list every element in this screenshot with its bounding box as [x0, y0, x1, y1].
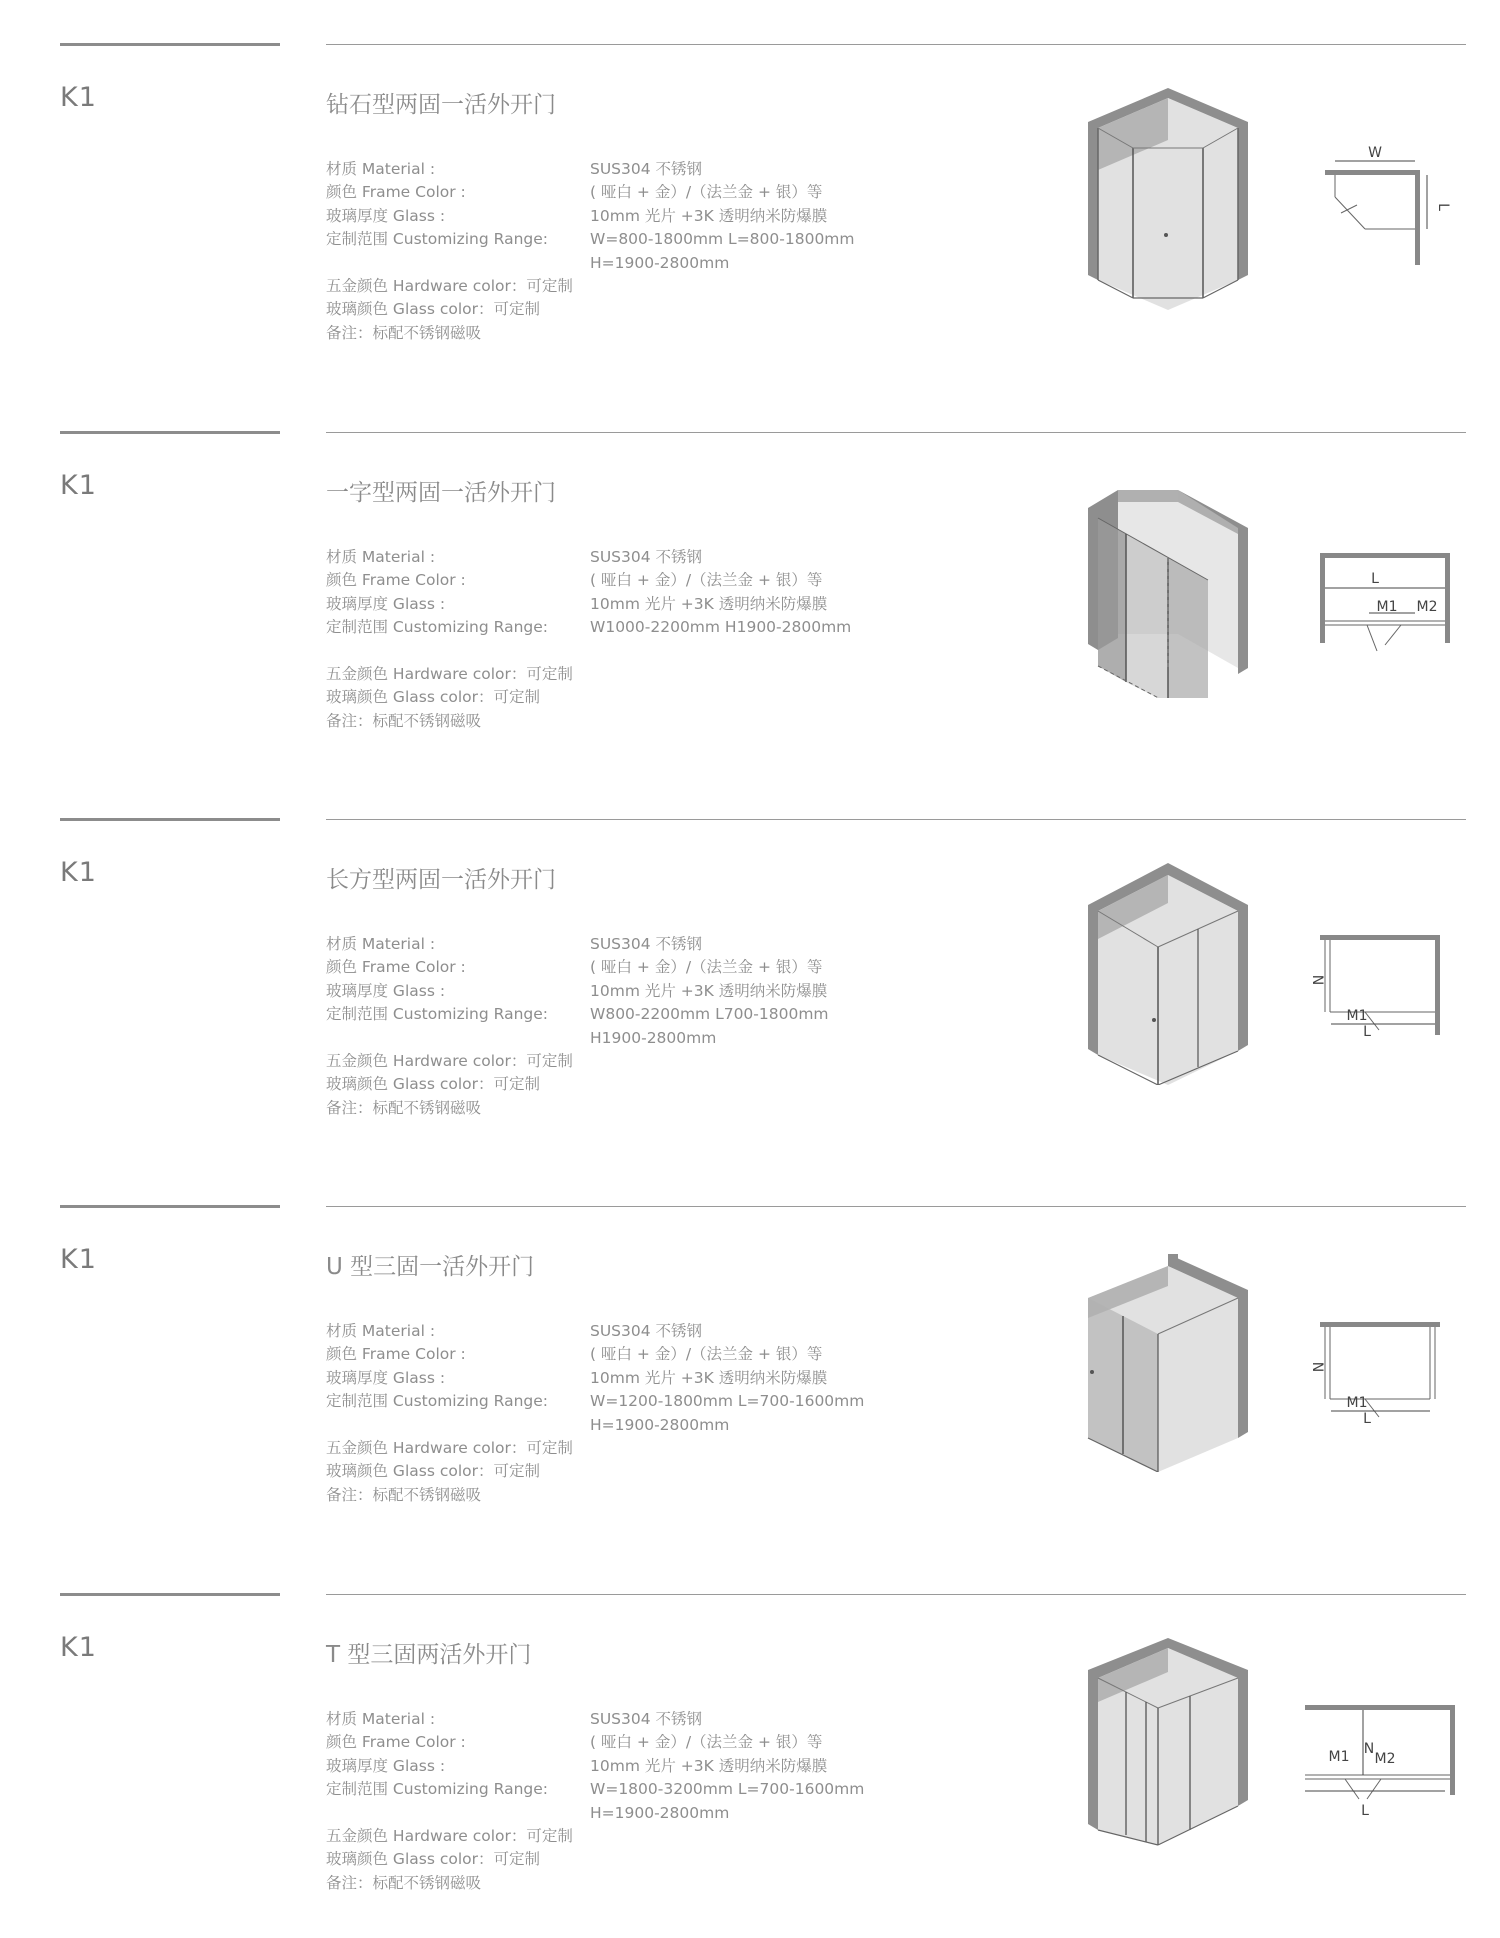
- range-label: 定制范围 Customizing Range:: [326, 1392, 548, 1411]
- plan-label-l: L: [1363, 1024, 1371, 1040]
- remark-note: 备注：标配不锈钢磁吸: [326, 1098, 482, 1117]
- plan-label-l: L: [1363, 1411, 1371, 1427]
- range-value-line2: H=1900-2800mm: [590, 1415, 730, 1434]
- range-value-line2: H=1900-2800mm: [590, 1803, 730, 1822]
- spec-list: [326, 1708, 864, 1895]
- t-shape-plan-diagram: [1305, 1675, 1465, 1825]
- range-value-line1: W=800-1800mm L=800-1800mm: [590, 230, 855, 249]
- glass-color-note: 玻璃颜色 Glass color：可定制: [326, 1850, 540, 1869]
- product-section-5: [0, 1550, 1500, 1938]
- product-title: T 型三固两活外开门: [326, 1642, 532, 1668]
- spec-list: [326, 546, 851, 733]
- material-label: 材质 Material :: [326, 1710, 436, 1728]
- plan-label-m1: M1: [1346, 1395, 1368, 1411]
- remark-note: 备注：标配不锈钢磁吸: [326, 711, 482, 730]
- glass-color-note: 玻璃颜色 Glass color：可定制: [326, 1075, 540, 1094]
- remark-note: 备注：标配不锈钢磁吸: [326, 1485, 482, 1504]
- hardware-color-note: 五金颜色 Hardware color：可定制: [326, 1052, 573, 1071]
- glass-label: 玻璃厚度 Glass :: [326, 1368, 446, 1387]
- hardware-color-note: 五金颜色 Hardware color：可定制: [326, 665, 573, 684]
- product-section-3: [0, 775, 1500, 1163]
- section-divider-left: [60, 1593, 280, 1596]
- product-code: K1: [60, 1632, 97, 1663]
- frame-color-value: ( 哑白 + 金）/（法兰金 + 银）等: [590, 183, 823, 202]
- inline-shower-iso-illustration: [1078, 468, 1258, 698]
- glass-label: 玻璃厚度 Glass :: [326, 981, 446, 1000]
- range-label: 定制范围 Customizing Range:: [326, 618, 548, 637]
- rectangle-shower-iso-illustration: [1078, 855, 1258, 1085]
- glass-color-note: 玻璃颜色 Glass color：可定制: [326, 688, 540, 707]
- range-value-line2: H=1900-2800mm: [590, 253, 730, 272]
- material-value: SUS304 不锈钢: [590, 1322, 703, 1340]
- glass-label: 玻璃厚度 Glass :: [326, 594, 446, 613]
- range-label: 定制范围 Customizing Range:: [326, 1780, 548, 1799]
- material-value: SUS304 不锈钢: [590, 548, 703, 566]
- range-value-line2: H1900-2800mm: [590, 1028, 717, 1047]
- hardware-color-note: 五金颜色 Hardware color：可定制: [326, 1827, 573, 1846]
- range-value-line1: W=1200-1800mm L=700-1600mm: [590, 1392, 865, 1411]
- product-code: K1: [60, 1244, 97, 1275]
- plan-label-m1: M1: [1376, 599, 1398, 615]
- u-shape-shower-iso-illustration: [1078, 1242, 1258, 1472]
- frame-color-value: ( 哑白 + 金）/（法兰金 + 银）等: [590, 571, 823, 590]
- material-value: SUS304 不锈钢: [590, 935, 703, 953]
- material-label: 材质 Material :: [326, 935, 436, 953]
- frame-color-label: 颜色 Frame Color :: [326, 1733, 466, 1752]
- remark-note: 备注：标配不锈钢磁吸: [326, 1873, 482, 1892]
- plan-label-n: N: [1309, 974, 1325, 986]
- section-divider-left: [60, 431, 280, 434]
- glass-value: 10mm 光片 +3K 透明纳米防爆膜: [590, 1756, 828, 1775]
- material-value: SUS304 不锈钢: [590, 1710, 703, 1728]
- diamond-shower-iso-illustration: [1078, 80, 1258, 310]
- product-section-2: [0, 388, 1500, 776]
- hardware-color-note: 五金颜色 Hardware color：可定制: [326, 277, 573, 296]
- product-title: 长方型两固一活外开门: [326, 867, 556, 893]
- glass-label: 玻璃厚度 Glass :: [326, 1756, 446, 1775]
- range-label: 定制范围 Customizing Range:: [326, 230, 548, 249]
- glass-value: 10mm 光片 +3K 透明纳米防爆膜: [590, 206, 828, 225]
- material-value: SUS304 不锈钢: [590, 160, 703, 178]
- plan-label-l: L: [1361, 1803, 1369, 1819]
- glass-value: 10mm 光片 +3K 透明纳米防爆膜: [590, 594, 828, 613]
- t-shape-shower-iso-illustration: [1078, 1630, 1258, 1860]
- glass-color-note: 玻璃颜色 Glass color：可定制: [326, 300, 540, 319]
- section-divider-right: [326, 819, 1466, 820]
- u-shape-plan-diagram: [1305, 1287, 1465, 1437]
- range-value-line1: W800-2200mm L700-1800mm: [590, 1005, 829, 1024]
- frame-color-label: 颜色 Frame Color :: [326, 571, 466, 590]
- plan-label-m1: M1: [1328, 1749, 1350, 1765]
- material-label: 材质 Material :: [326, 160, 436, 178]
- spec-list: [326, 158, 855, 345]
- glass-label: 玻璃厚度 Glass :: [326, 206, 446, 225]
- material-label: 材质 Material :: [326, 548, 436, 566]
- inline-plan-diagram: [1305, 513, 1465, 663]
- section-divider-left: [60, 43, 280, 46]
- section-divider-right: [326, 1206, 1466, 1207]
- section-divider-right: [326, 432, 1466, 433]
- plan-label-n: N: [1309, 1361, 1325, 1373]
- plan-label-m2: M2: [1374, 1751, 1396, 1767]
- spec-list: [326, 933, 829, 1120]
- plan-label-w: W: [1368, 145, 1382, 161]
- frame-color-label: 颜色 Frame Color :: [326, 958, 466, 977]
- section-divider-left: [60, 818, 280, 821]
- frame-color-label: 颜色 Frame Color :: [326, 183, 466, 202]
- product-code: K1: [60, 470, 97, 501]
- plan-label-m1: M1: [1346, 1008, 1368, 1024]
- frame-color-value: ( 哑白 + 金）/（法兰金 + 银）等: [590, 958, 823, 977]
- spec-list: [326, 1320, 864, 1507]
- glass-value: 10mm 光片 +3K 透明纳米防爆膜: [590, 981, 828, 1000]
- section-divider-left: [60, 1205, 280, 1208]
- diamond-plan-diagram: [1305, 125, 1465, 275]
- product-title: 钻石型两固一活外开门: [326, 92, 556, 118]
- product-title: U 型三固一活外开门: [326, 1254, 535, 1280]
- remark-note: 备注：标配不锈钢磁吸: [326, 323, 482, 342]
- plan-label-l: L: [1435, 203, 1451, 211]
- product-title: 一字型两固一活外开门: [326, 480, 556, 506]
- frame-color-value: ( 哑白 + 金）/（法兰金 + 银）等: [590, 1733, 823, 1752]
- glass-value: 10mm 光片 +3K 透明纳米防爆膜: [590, 1368, 828, 1387]
- product-section-1: [0, 0, 1500, 388]
- range-value-line1: W=1800-3200mm L=700-1600mm: [590, 1780, 865, 1799]
- range-label: 定制范围 Customizing Range:: [326, 1005, 548, 1024]
- product-code: K1: [60, 82, 97, 113]
- material-label: 材质 Material :: [326, 1322, 436, 1340]
- range-value-line1: W1000-2200mm H1900-2800mm: [590, 618, 852, 637]
- section-divider-right: [326, 1594, 1466, 1595]
- section-divider-right: [326, 44, 1466, 45]
- plan-label-m2: M2: [1416, 599, 1438, 615]
- product-code: K1: [60, 857, 97, 888]
- plan-label-n: N: [1363, 1741, 1375, 1757]
- frame-color-value: ( 哑白 + 金）/（法兰金 + 银）等: [590, 1345, 823, 1364]
- rectangle-plan-diagram: [1305, 900, 1465, 1050]
- plan-label-l: L: [1371, 571, 1379, 587]
- hardware-color-note: 五金颜色 Hardware color：可定制: [326, 1439, 573, 1458]
- frame-color-label: 颜色 Frame Color :: [326, 1345, 466, 1364]
- product-section-4: [0, 1162, 1500, 1550]
- glass-color-note: 玻璃颜色 Glass color：可定制: [326, 1462, 540, 1481]
